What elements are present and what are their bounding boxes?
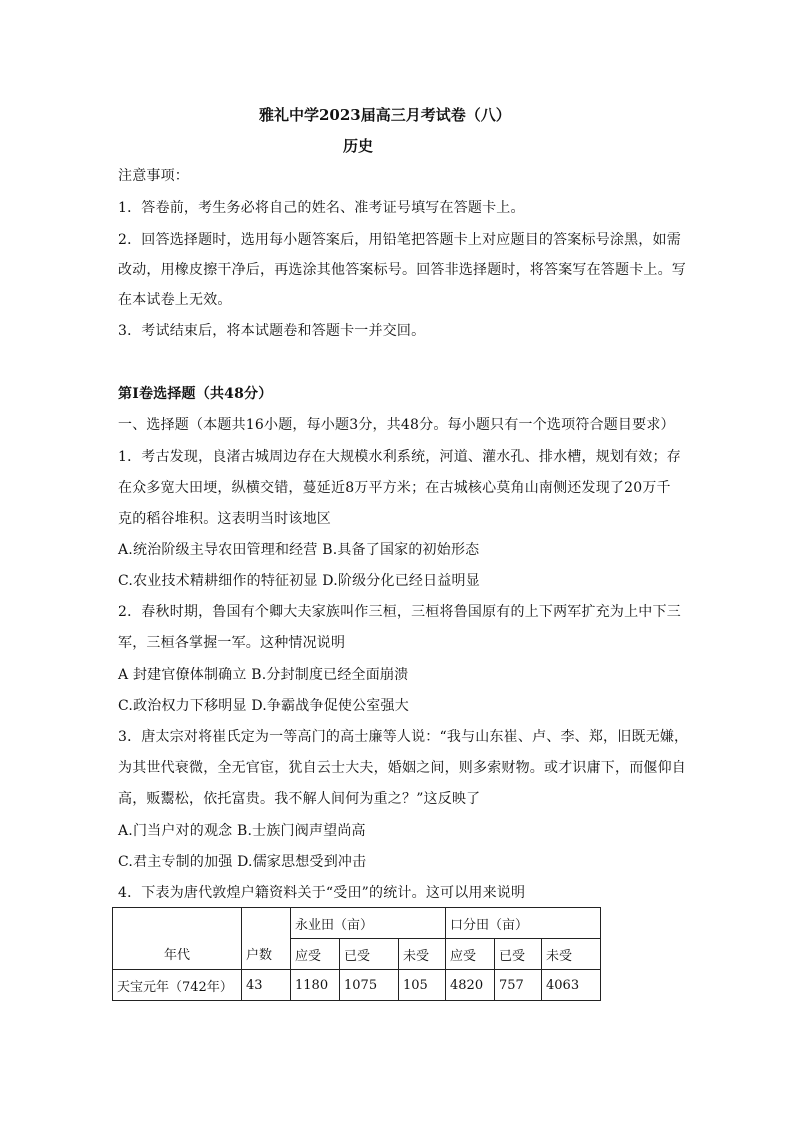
table-header-row (113, 908, 601, 939)
section-heading: 第Ⅰ卷选择题（共48分） (118, 386, 273, 402)
table-cell: 757 (495, 970, 542, 1001)
table-subheader-cell: 未受 (542, 939, 601, 970)
table-cell: 43 (242, 970, 291, 1001)
question-3-text: 为其世代衰微，全无官宦，犹自云士大夫，婚姻之间，则多索财物。或才识庸下，而偃仰自 (118, 760, 686, 776)
question-1-text: 克的稻谷堆积。这表明当时该地区 (118, 511, 331, 527)
table-subheader-cell: 应受 (446, 939, 495, 970)
question-1-text: 1．考古发现，良渚古城周边存在大规模水利系统，河道、灌水孔、排水槽，规划有效；存 (118, 449, 681, 465)
question-1-text: 在众多宽大田埂，纵横交错，蔓延近8万平方米；在古城核心莫角山南侧还发现了20万千 (118, 480, 671, 496)
part-intro: 一、选择题（本题共16小题，每小题3分，共48分。每小题只有一个选项符合题目要求） (118, 417, 675, 433)
question-2-text: 军，三桓各掌握一军。这种情况说明 (118, 635, 346, 651)
table-subheader-cell: 已受 (340, 939, 399, 970)
notice-line: 2．回答选择题时，选用每小题答案后，用铅笔把答题卡上对应题目的答案标号涂黑，如需 (118, 232, 681, 248)
question-3-text: 高，贩鬻松，依托富贵。我不解人间何为重之？”这反映了 (118, 791, 481, 807)
table-cell: 天宝元年（742年） (113, 970, 242, 1001)
table-cell: 1180 (291, 970, 340, 1001)
notice-line: 3．考试结束后，将本试题卷和答题卡一并交回。 (118, 323, 426, 339)
question-2-options: A 封建官僚体制确立 B.分封制度已经全面崩溃 (118, 667, 409, 683)
table-row (113, 970, 601, 1001)
table-cell: 4063 (542, 970, 601, 1001)
subject-title: 历史 (343, 137, 374, 155)
table-header-households: 户数 (242, 908, 291, 970)
exam-title: 雅礼中学2023届高三月考试卷（八） (259, 106, 511, 124)
notice-heading: 注意事项： (118, 168, 189, 184)
table-cell: 105 (399, 970, 446, 1001)
table-cell: 1075 (340, 970, 399, 1001)
question-2-text: 2．春秋时期，鲁国有个卿大夫家族叫作三桓，三桓将鲁国原有的上下两军扩充为上中下三 (118, 604, 681, 620)
land-grant-table (112, 907, 601, 1001)
question-3-options: C.君主专制的加强 D.儒家思想受到冲击 (118, 854, 367, 870)
table-subheader-cell: 应受 (291, 939, 340, 970)
table-subheader-cell: 已受 (495, 939, 542, 970)
question-1-options: A.统治阶级主导农田管理和经营 B.具备了国家的初始形态 (118, 542, 480, 558)
table-header-koufen: 口分田（亩） (446, 908, 601, 939)
question-4-text: 4．下表为唐代敦煌户籍资料关于“受田”的统计。这可以用来说明 (118, 885, 526, 901)
notice-line: 改动，用橡皮擦干净后，再选涂其他答案标号。回答非选择题时，将答案写在答题卡上。写 (118, 262, 686, 278)
notice-line: 1．答卷前，考生务必将自己的姓名、准考证号填写在答题卡上。 (118, 200, 525, 216)
table-subheader-cell: 未受 (399, 939, 446, 970)
question-1-options: C.农业技术精耕细作的特征初显 D.阶级分化已经日益明显 (118, 573, 480, 589)
table-header-yongye: 永业田（亩） (291, 908, 446, 939)
question-3-text: 3．唐太宗对将崔氏定为一等高门的高士廉等人说：“我与山东崔、卢、李、郑，旧既无嫌， (118, 729, 689, 745)
table-header-year: 年代 (113, 908, 242, 970)
table-cell: 4820 (446, 970, 495, 1001)
question-3-options: A.门当户对的观念 B.士族门阀声望尚高 (118, 823, 366, 839)
notice-line: 在本试卷上无效。 (118, 292, 232, 308)
question-2-options: C.政治权力下移明显 D.争霸战争促使公室强大 (118, 698, 409, 714)
